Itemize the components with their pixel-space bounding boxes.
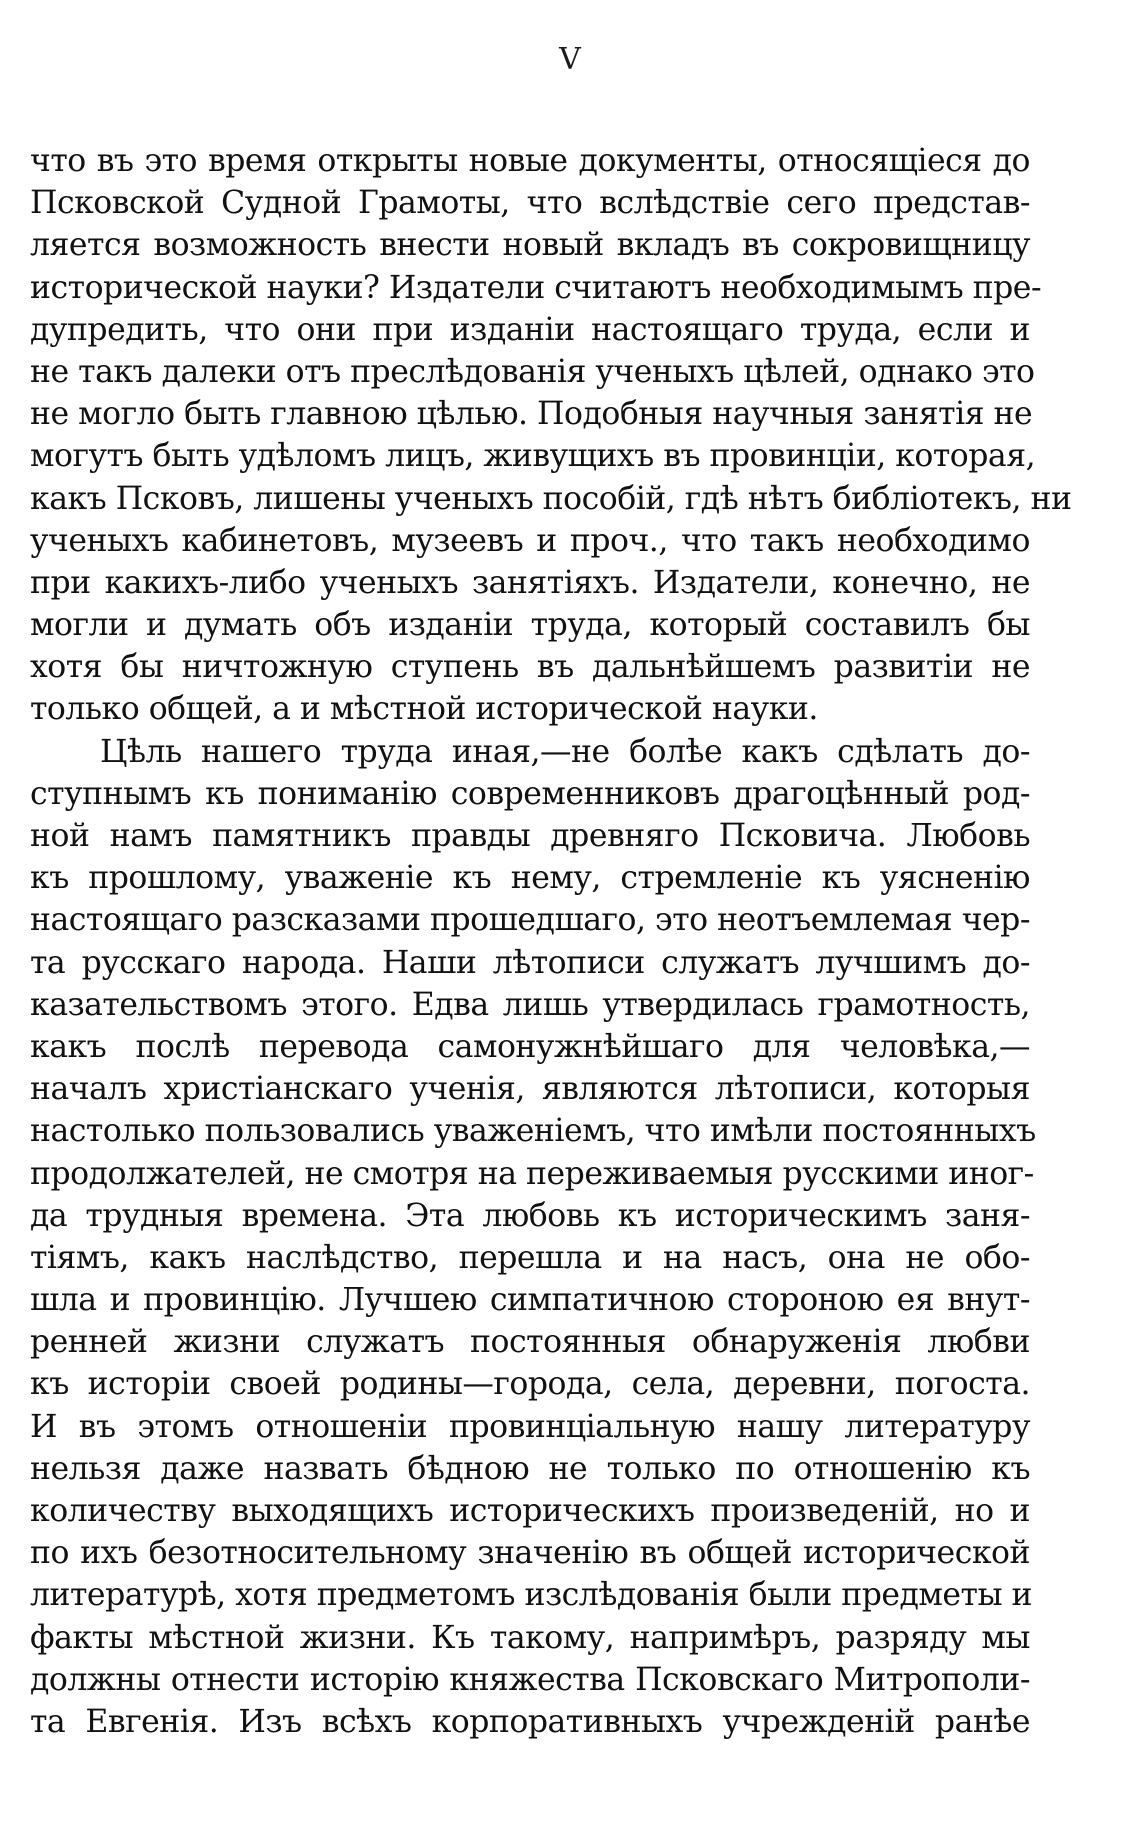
paragraph-1 — [30, 140, 1072, 731]
text-line: да трудныя времена. Эта любовь къ историческимъ заня- — [30, 1197, 1030, 1234]
text-line: ренней жизни служатъ постоянныя обнаруженія любви — [30, 1324, 1030, 1361]
text-line: началъ христіанскаго ученія, являются лѣтописи, которыя — [30, 1071, 1030, 1108]
text-line: количеству выходящихъ историческихъ произведеній, но и — [30, 1493, 1030, 1529]
text-line: нельзя даже назвать бѣдною не только по отношенію къ — [30, 1450, 1030, 1487]
text-line: только общей, а и мѣстной исторической науки. — [30, 691, 818, 728]
text-line: казательствомъ этого. Едва лишь утвердилась грамотность, — [30, 986, 1030, 1023]
text-line: та Евгенія. Изъ всѣхъ корпоративныхъ учрежденій ранѣе — [30, 1703, 1030, 1740]
text-line: ной намъ памятникъ правды древняго Псковича. Любовь — [30, 818, 1030, 854]
body-text — [30, 140, 1072, 1743]
text-line: шла и провинцію. Лучшею симпатичною стороною ея внут- — [30, 1282, 1030, 1319]
text-line: какъ послѣ перевода самонужнѣйшаго для человѣка,— — [30, 1028, 1030, 1065]
text-line: ляется возможность внести новый вкладъ въ сокровищницу — [30, 227, 1030, 264]
text-line: И въ этомъ отношеніи провинціальную нашу литературу — [30, 1408, 1030, 1445]
text-line: тіямъ, какъ наслѣдство, перешла и на насъ, она не обо- — [30, 1239, 1030, 1276]
text-line: не такъ далеки отъ преслѣдованія ученыхъ цѣлей, однако это — [30, 353, 1035, 390]
text-line: должны отнести исторію княжества Псковскаго Митрополи- — [30, 1661, 1030, 1698]
paragraph-2 — [30, 731, 1036, 1744]
text-line: настоящаго разсказами прошедшаго, это неотъемлемая чер- — [30, 902, 1030, 939]
text-line: какъ Псковъ, лишены ученыхъ пособій, гдѣ нѣтъ библіотекъ, ни — [30, 480, 1072, 517]
text-line: что въ это время открыты новые документы, относящіеся до — [30, 143, 1030, 179]
text-line: могли и думать объ изданіи труда, который составилъ бы — [30, 607, 1030, 644]
text-line: къ исторіи своей родины—города, села, деревни, погоста. — [30, 1366, 1030, 1403]
text-line: та русскаго народа. Наши лѣтописи служатъ лучшимъ до- — [30, 944, 1030, 981]
page-number: V — [559, 42, 581, 77]
text-line: факты мѣстной жизни. Къ такому, напримѣръ, разряду мы — [30, 1619, 1030, 1656]
text-line: литературѣ, хотя предметомъ изслѣдованія были предметы и — [30, 1577, 1033, 1614]
text-line: хотя бы ничтожную ступень въ дальнѣйшемъ развитіи не — [30, 649, 1030, 686]
text-line: исторической науки? Издатели считаютъ необходимымъ пре- — [30, 269, 1042, 306]
text-line: дупредить, что они при изданіи настоящаго труда, если и — [30, 311, 1030, 348]
text-line: ступнымъ къ пониманію современниковъ драгоцѣнный род- — [30, 775, 1030, 812]
text-line: настолько пользовались уваженіемъ, что имѣли постоянныхъ — [30, 1113, 1036, 1150]
text-line: по ихъ безотносительному значенію въ общей исторической — [30, 1535, 1030, 1572]
text-line: при какихъ-либо ученыхъ занятіяхъ. Издатели, конечно, не — [30, 564, 1030, 601]
text-line: къ прошлому, уваженіе къ нему, стремленіе къ уясненію — [30, 860, 1030, 897]
text-line: не могло быть главною цѣлью. Подобныя научныя занятія не — [30, 396, 1033, 433]
text-line: Цѣль нашего труда иная,—не болѣе какъ сдѣлать до- — [100, 733, 1030, 770]
text-line: продолжателей, не смотря на переживаемыя русскими иног- — [30, 1155, 1034, 1192]
text-line: могутъ быть удѣломъ лицъ, живущихъ въ провинціи, которая, — [30, 438, 1036, 475]
text-line: ученыхъ кабинетовъ, музеевъ и проч., что такъ необходимо — [30, 522, 1030, 559]
text-line: Псковской Судной Грамоты, что вслѣдствіе сего представ- — [30, 185, 1030, 222]
